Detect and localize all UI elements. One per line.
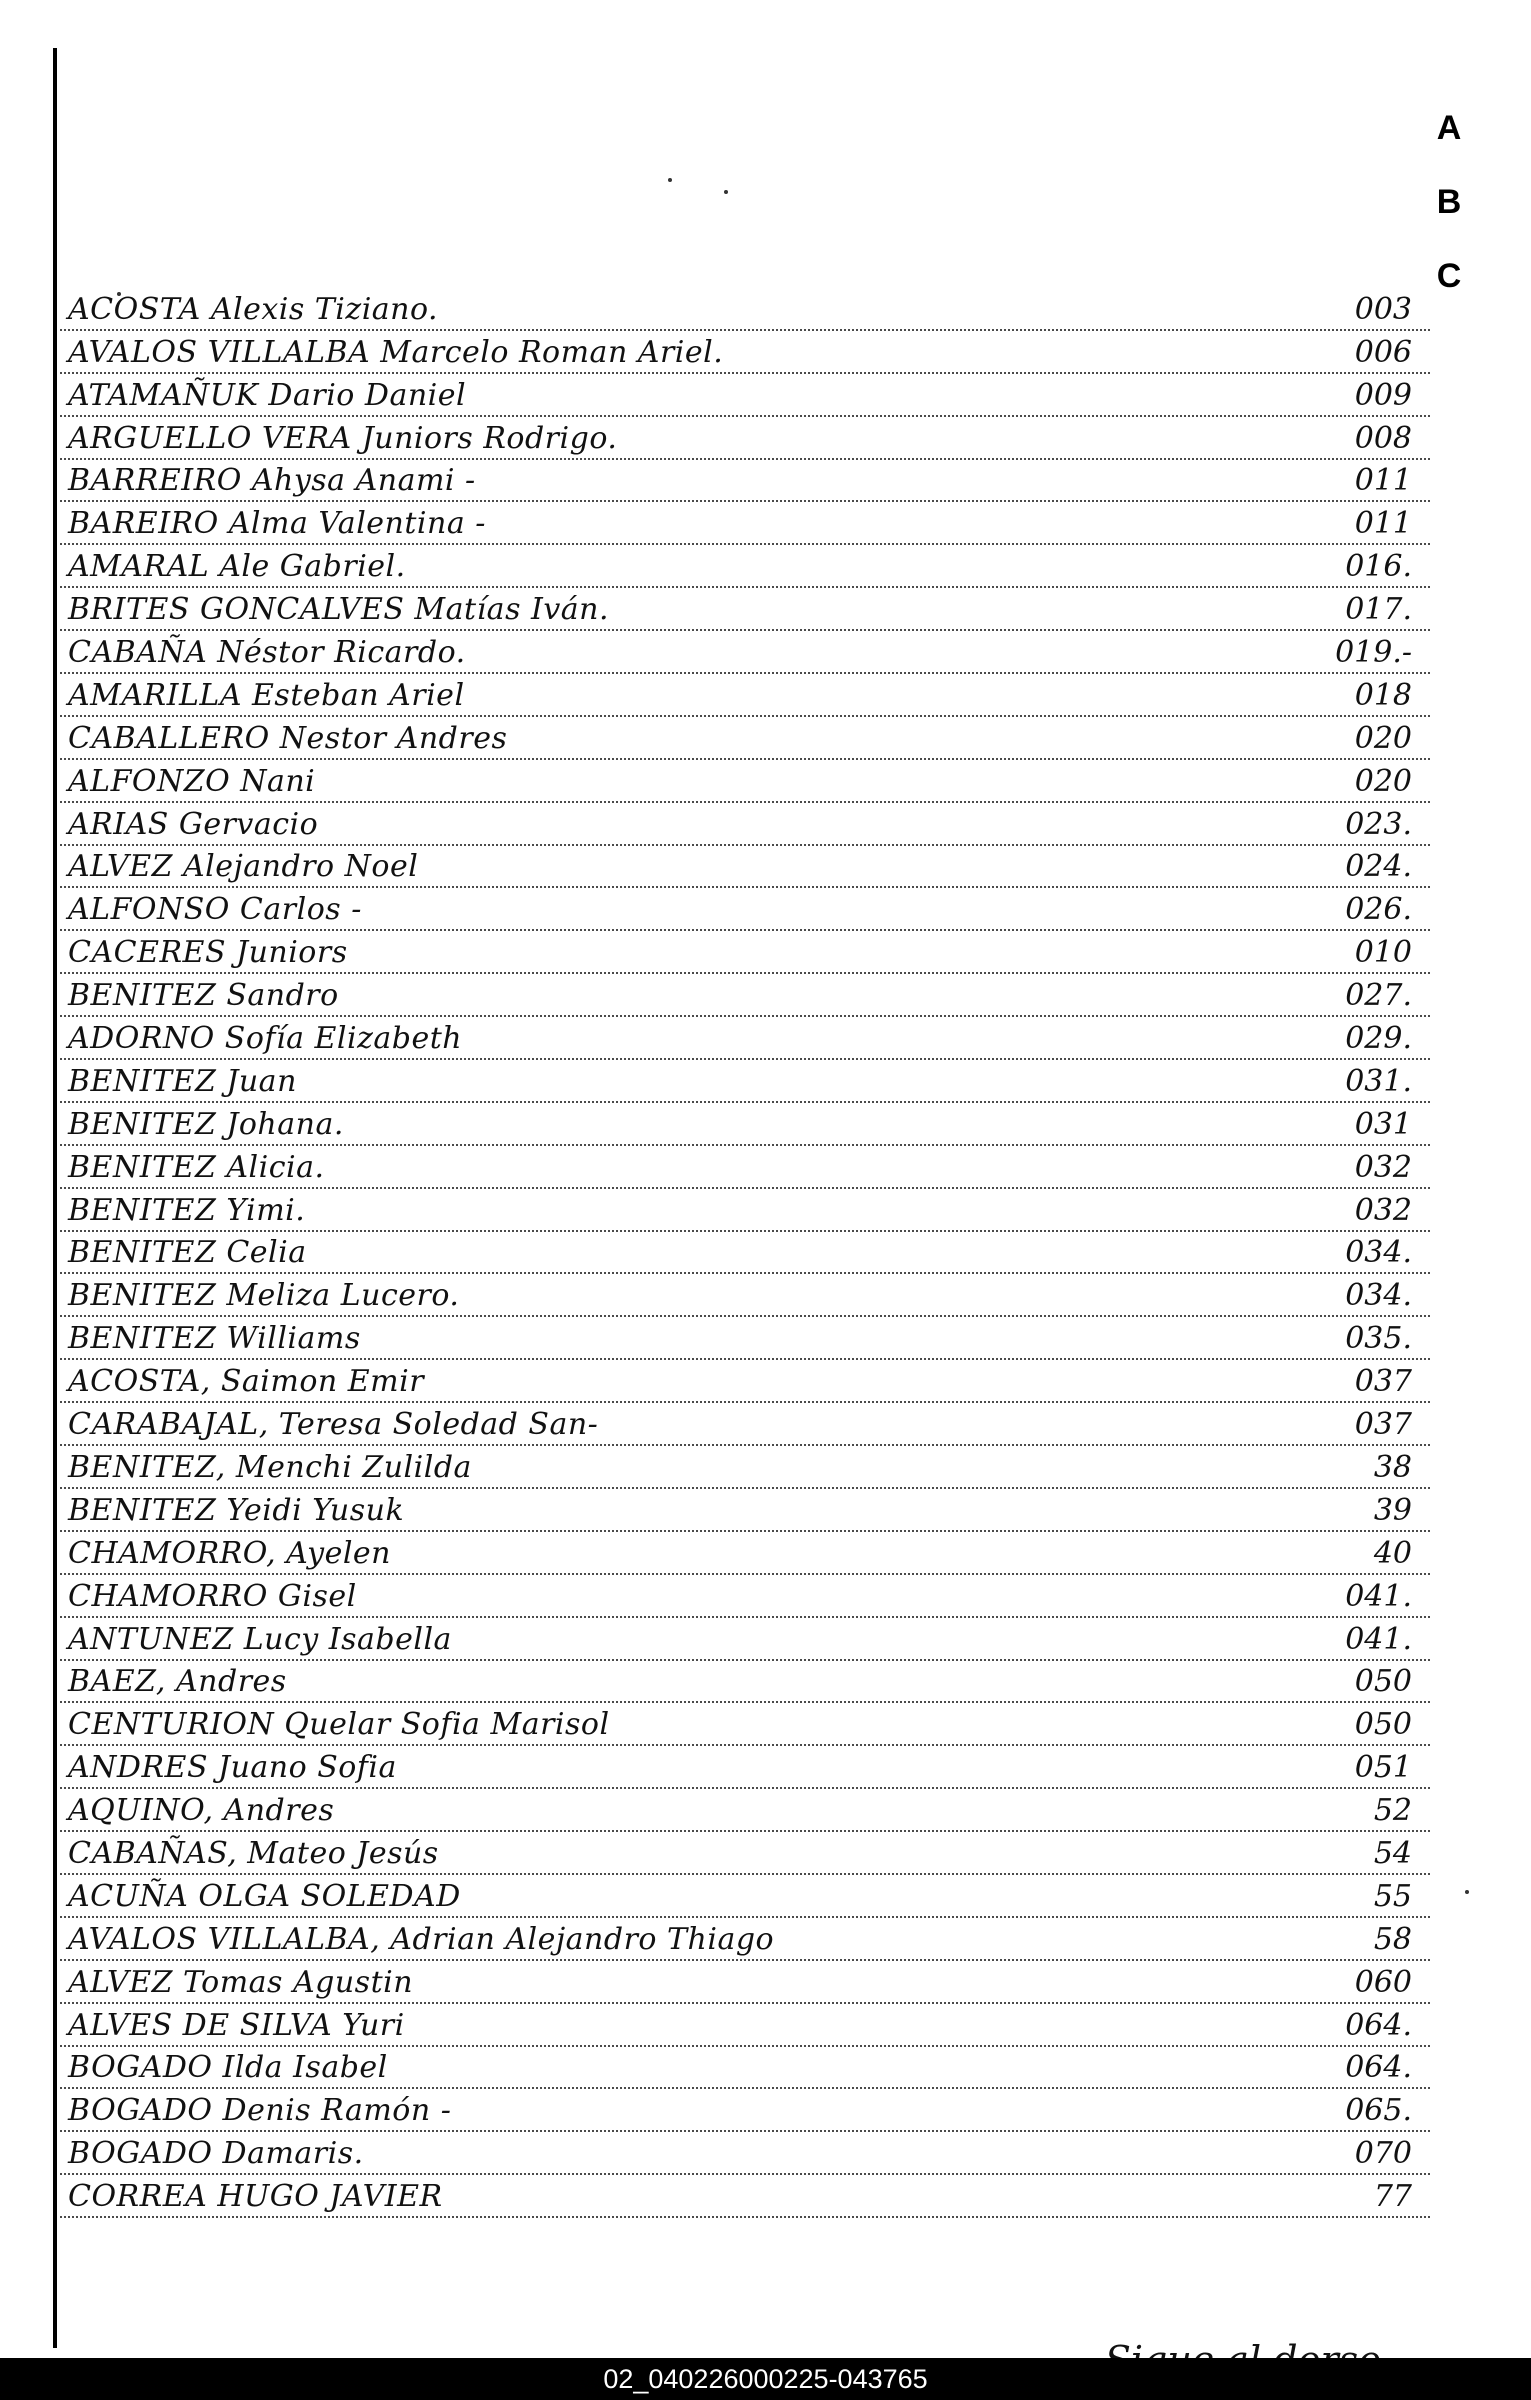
entry-name: CHAMORRO, Ayelen bbox=[68, 1535, 391, 1571]
entry-number: 009 bbox=[1354, 377, 1412, 413]
ledger-entry bbox=[60, 1232, 1430, 1275]
ledger-entry bbox=[60, 1189, 1430, 1232]
ledger-entry bbox=[60, 502, 1430, 545]
ledger-entry bbox=[60, 760, 1430, 803]
entry-name: BAREIRO Alma Valentina - bbox=[68, 506, 486, 542]
entry-number: 051 bbox=[1354, 1750, 1412, 1786]
ledger-entry bbox=[60, 2175, 1430, 2218]
entry-name: BENITEZ Williams bbox=[68, 1321, 361, 1357]
entry-number: 041. bbox=[1345, 1578, 1412, 1614]
entry-number: 029. bbox=[1345, 1021, 1412, 1057]
entry-name: ACOSTA Alexis Tiziano. bbox=[68, 291, 439, 327]
column-tabs bbox=[1429, 108, 1469, 330]
entry-number: 026. bbox=[1345, 892, 1412, 928]
ledger-entry bbox=[60, 974, 1430, 1017]
entry-name: BOGADO Damaris. bbox=[68, 2136, 364, 2172]
ledger-entry bbox=[60, 460, 1430, 503]
entry-name: CENTURION Quelar Sofia Marisol bbox=[68, 1707, 610, 1743]
entry-number: 55 bbox=[1373, 1878, 1412, 1914]
ledger-entry bbox=[60, 1017, 1430, 1060]
entry-number: 018 bbox=[1354, 677, 1412, 713]
ledger-entry bbox=[60, 2132, 1430, 2175]
ledger-entry bbox=[60, 1575, 1430, 1618]
entry-name: BRITES GONCALVES Matías Iván. bbox=[68, 592, 610, 628]
entry-name: ALVEZ Tomas Agustin bbox=[68, 1964, 414, 2000]
entry-number: 041. bbox=[1345, 1621, 1412, 1657]
entry-number: 008 bbox=[1354, 420, 1412, 456]
tab-a: A bbox=[1436, 109, 1462, 147]
entry-name: ACOSTA, Saimon Emir bbox=[68, 1364, 425, 1400]
ledger-entry bbox=[60, 1446, 1430, 1489]
entry-number: 020 bbox=[1354, 720, 1412, 756]
footer-code: 02_040226000225-043765 bbox=[603, 2364, 928, 2394]
entry-name: CABALLERO Nestor Andres bbox=[68, 720, 508, 756]
ledger-entry bbox=[60, 1661, 1430, 1704]
entry-number: 070 bbox=[1354, 2136, 1412, 2172]
entry-name: AMARILLA Esteban Ariel bbox=[68, 677, 465, 713]
entry-name: BENITEZ Meliza Lucero. bbox=[68, 1278, 460, 1314]
entry-number: 032 bbox=[1354, 1192, 1412, 1228]
entry-number: 016. bbox=[1345, 549, 1412, 585]
ledger-entry bbox=[60, 1832, 1430, 1875]
ledger-entry bbox=[60, 1789, 1430, 1832]
ledger-entry bbox=[60, 1532, 1430, 1575]
entry-name: AVALOS VILLALBA, Adrian Alejandro Thiago bbox=[68, 1921, 775, 1957]
entry-number: 050 bbox=[1354, 1664, 1412, 1700]
entry-number: 019.- bbox=[1335, 635, 1412, 671]
ledger-entry bbox=[60, 1274, 1430, 1317]
entry-name: BENITEZ Sandro bbox=[68, 978, 339, 1014]
ledger-entry bbox=[60, 1746, 1430, 1789]
ledger-list bbox=[60, 288, 1430, 2218]
entry-number: 52 bbox=[1373, 1793, 1412, 1829]
entry-number: 017. bbox=[1345, 592, 1412, 628]
tab-c: C bbox=[1436, 257, 1462, 295]
entry-number: 40 bbox=[1373, 1535, 1412, 1571]
entry-number: 58 bbox=[1373, 1921, 1412, 1957]
ledger-entry bbox=[60, 331, 1430, 374]
ledger-entry bbox=[60, 1403, 1430, 1446]
entry-name: BAEZ, Andres bbox=[68, 1664, 287, 1700]
ledger-entry bbox=[60, 2089, 1430, 2132]
entry-number: 023. bbox=[1345, 806, 1412, 842]
ledger-entry bbox=[60, 631, 1430, 674]
ledger-entry bbox=[60, 803, 1430, 846]
stray-mark bbox=[724, 190, 728, 194]
ledger-entry bbox=[60, 717, 1430, 760]
entry-name: ATAMAÑUK Dario Daniel bbox=[68, 377, 467, 413]
entry-name: CARABAJAL, Teresa Soledad San- bbox=[68, 1407, 599, 1443]
entry-number: 024. bbox=[1345, 849, 1412, 885]
entry-number: 037 bbox=[1354, 1407, 1412, 1443]
entry-name: ANTUNEZ Lucy Isabella bbox=[68, 1621, 452, 1657]
entry-number: 050 bbox=[1354, 1707, 1412, 1743]
entry-number: 065. bbox=[1345, 2093, 1412, 2129]
entry-number: 060 bbox=[1354, 1964, 1412, 2000]
entry-name: CORREA HUGO JAVIER bbox=[68, 2179, 443, 2215]
entry-number: 035. bbox=[1345, 1321, 1412, 1357]
entry-number: 77 bbox=[1373, 2179, 1412, 2215]
left-margin-line bbox=[53, 48, 57, 2348]
entry-name: BENITEZ Juan bbox=[68, 1063, 297, 1099]
ledger-entry bbox=[60, 288, 1430, 331]
entry-name: ALFONSO Carlos - bbox=[68, 892, 362, 928]
entry-number: 064. bbox=[1345, 2050, 1412, 2086]
entry-name: ALVEZ Alejandro Noel bbox=[68, 849, 419, 885]
entry-number: 003 bbox=[1354, 291, 1412, 327]
entry-number: 027. bbox=[1345, 978, 1412, 1014]
entry-name: CHAMORRO Gisel bbox=[68, 1578, 357, 1614]
ledger-entry bbox=[60, 1918, 1430, 1961]
entry-number: 54 bbox=[1373, 1835, 1412, 1871]
entry-number: 034. bbox=[1345, 1278, 1412, 1314]
ledger-entry bbox=[60, 545, 1430, 588]
ledger-entry bbox=[60, 1060, 1430, 1103]
ledger-entry bbox=[60, 931, 1430, 974]
ledger-entry bbox=[60, 1618, 1430, 1661]
ledger-entry bbox=[60, 588, 1430, 631]
entry-number: 031 bbox=[1354, 1106, 1412, 1142]
ledger-entry bbox=[60, 374, 1430, 417]
entry-name: BENITEZ Alicia. bbox=[68, 1149, 325, 1185]
ledger-entry bbox=[60, 674, 1430, 717]
entry-name: BOGADO Denis Ramón - bbox=[68, 2093, 452, 2129]
entry-number: 006 bbox=[1354, 334, 1412, 370]
entry-number: 031. bbox=[1345, 1063, 1412, 1099]
ledger-entry bbox=[60, 846, 1430, 889]
entry-name: CACERES Juniors bbox=[68, 935, 348, 971]
ledger-entry bbox=[60, 1317, 1430, 1360]
ledger-entry bbox=[60, 2004, 1430, 2047]
entry-name: ADORNO Sofía Elizabeth bbox=[68, 1021, 463, 1057]
ledger-entry bbox=[60, 417, 1430, 460]
entry-name: BARREIRO Ahysa Anami - bbox=[68, 463, 476, 499]
entry-name: ANDRES Juano Sofia bbox=[68, 1750, 397, 1786]
entry-name: CABAÑA Néstor Ricardo. bbox=[68, 635, 466, 671]
entry-name: ALVES DE SILVA Yuri bbox=[68, 2007, 405, 2043]
entry-name: ACUÑA OLGA SOLEDAD bbox=[68, 1878, 461, 1914]
ledger-entry bbox=[60, 1360, 1430, 1403]
entry-name: BENITEZ, Menchi Zulilda bbox=[68, 1449, 472, 1485]
ledger-entry bbox=[60, 2047, 1430, 2090]
entry-name: BENITEZ Johana. bbox=[68, 1106, 344, 1142]
ledger-entry bbox=[60, 1703, 1430, 1746]
entry-name: ARIAS Gervacio bbox=[68, 806, 319, 842]
entry-number: 020 bbox=[1354, 763, 1412, 799]
entry-name: BENITEZ Yimi. bbox=[68, 1192, 306, 1228]
ledger-entry bbox=[60, 1961, 1430, 2004]
ledger-entry bbox=[60, 1489, 1430, 1532]
entry-name: ARGUELLO VERA Juniors Rodrigo. bbox=[68, 420, 618, 456]
ledger-entry bbox=[60, 1146, 1430, 1189]
entry-name: BENITEZ Celia bbox=[68, 1235, 307, 1271]
entry-name: CABAÑAS, Mateo Jesús bbox=[68, 1835, 439, 1871]
entry-number: 38 bbox=[1373, 1449, 1412, 1485]
tab-b: B bbox=[1436, 183, 1462, 221]
stray-mark bbox=[668, 178, 672, 182]
entry-number: 064. bbox=[1345, 2007, 1412, 2043]
entry-number: 010 bbox=[1354, 935, 1412, 971]
entry-number: 032 bbox=[1354, 1149, 1412, 1185]
entry-number: 011 bbox=[1354, 506, 1412, 542]
entry-number: 011 bbox=[1354, 463, 1412, 499]
entry-number: 39 bbox=[1373, 1492, 1412, 1528]
entry-name: AVALOS VILLALBA Marcelo Roman Ariel. bbox=[68, 334, 724, 370]
entry-name: AMARAL Ale Gabriel. bbox=[68, 549, 406, 585]
ledger-entry bbox=[60, 888, 1430, 931]
footer-bar bbox=[0, 2358, 1531, 2400]
entry-name: BENITEZ Yeidi Yusuk bbox=[68, 1492, 405, 1528]
entry-number: 037 bbox=[1354, 1364, 1412, 1400]
ledger-entry bbox=[60, 1103, 1430, 1146]
stray-mark bbox=[1465, 1890, 1469, 1894]
entry-name: AQUINO, Andres bbox=[68, 1793, 335, 1829]
entry-name: ALFONZO Nani bbox=[68, 763, 316, 799]
entry-number: 034. bbox=[1345, 1235, 1412, 1271]
ledger-entry bbox=[60, 1875, 1430, 1918]
entry-name: BOGADO Ilda Isabel bbox=[68, 2050, 388, 2086]
